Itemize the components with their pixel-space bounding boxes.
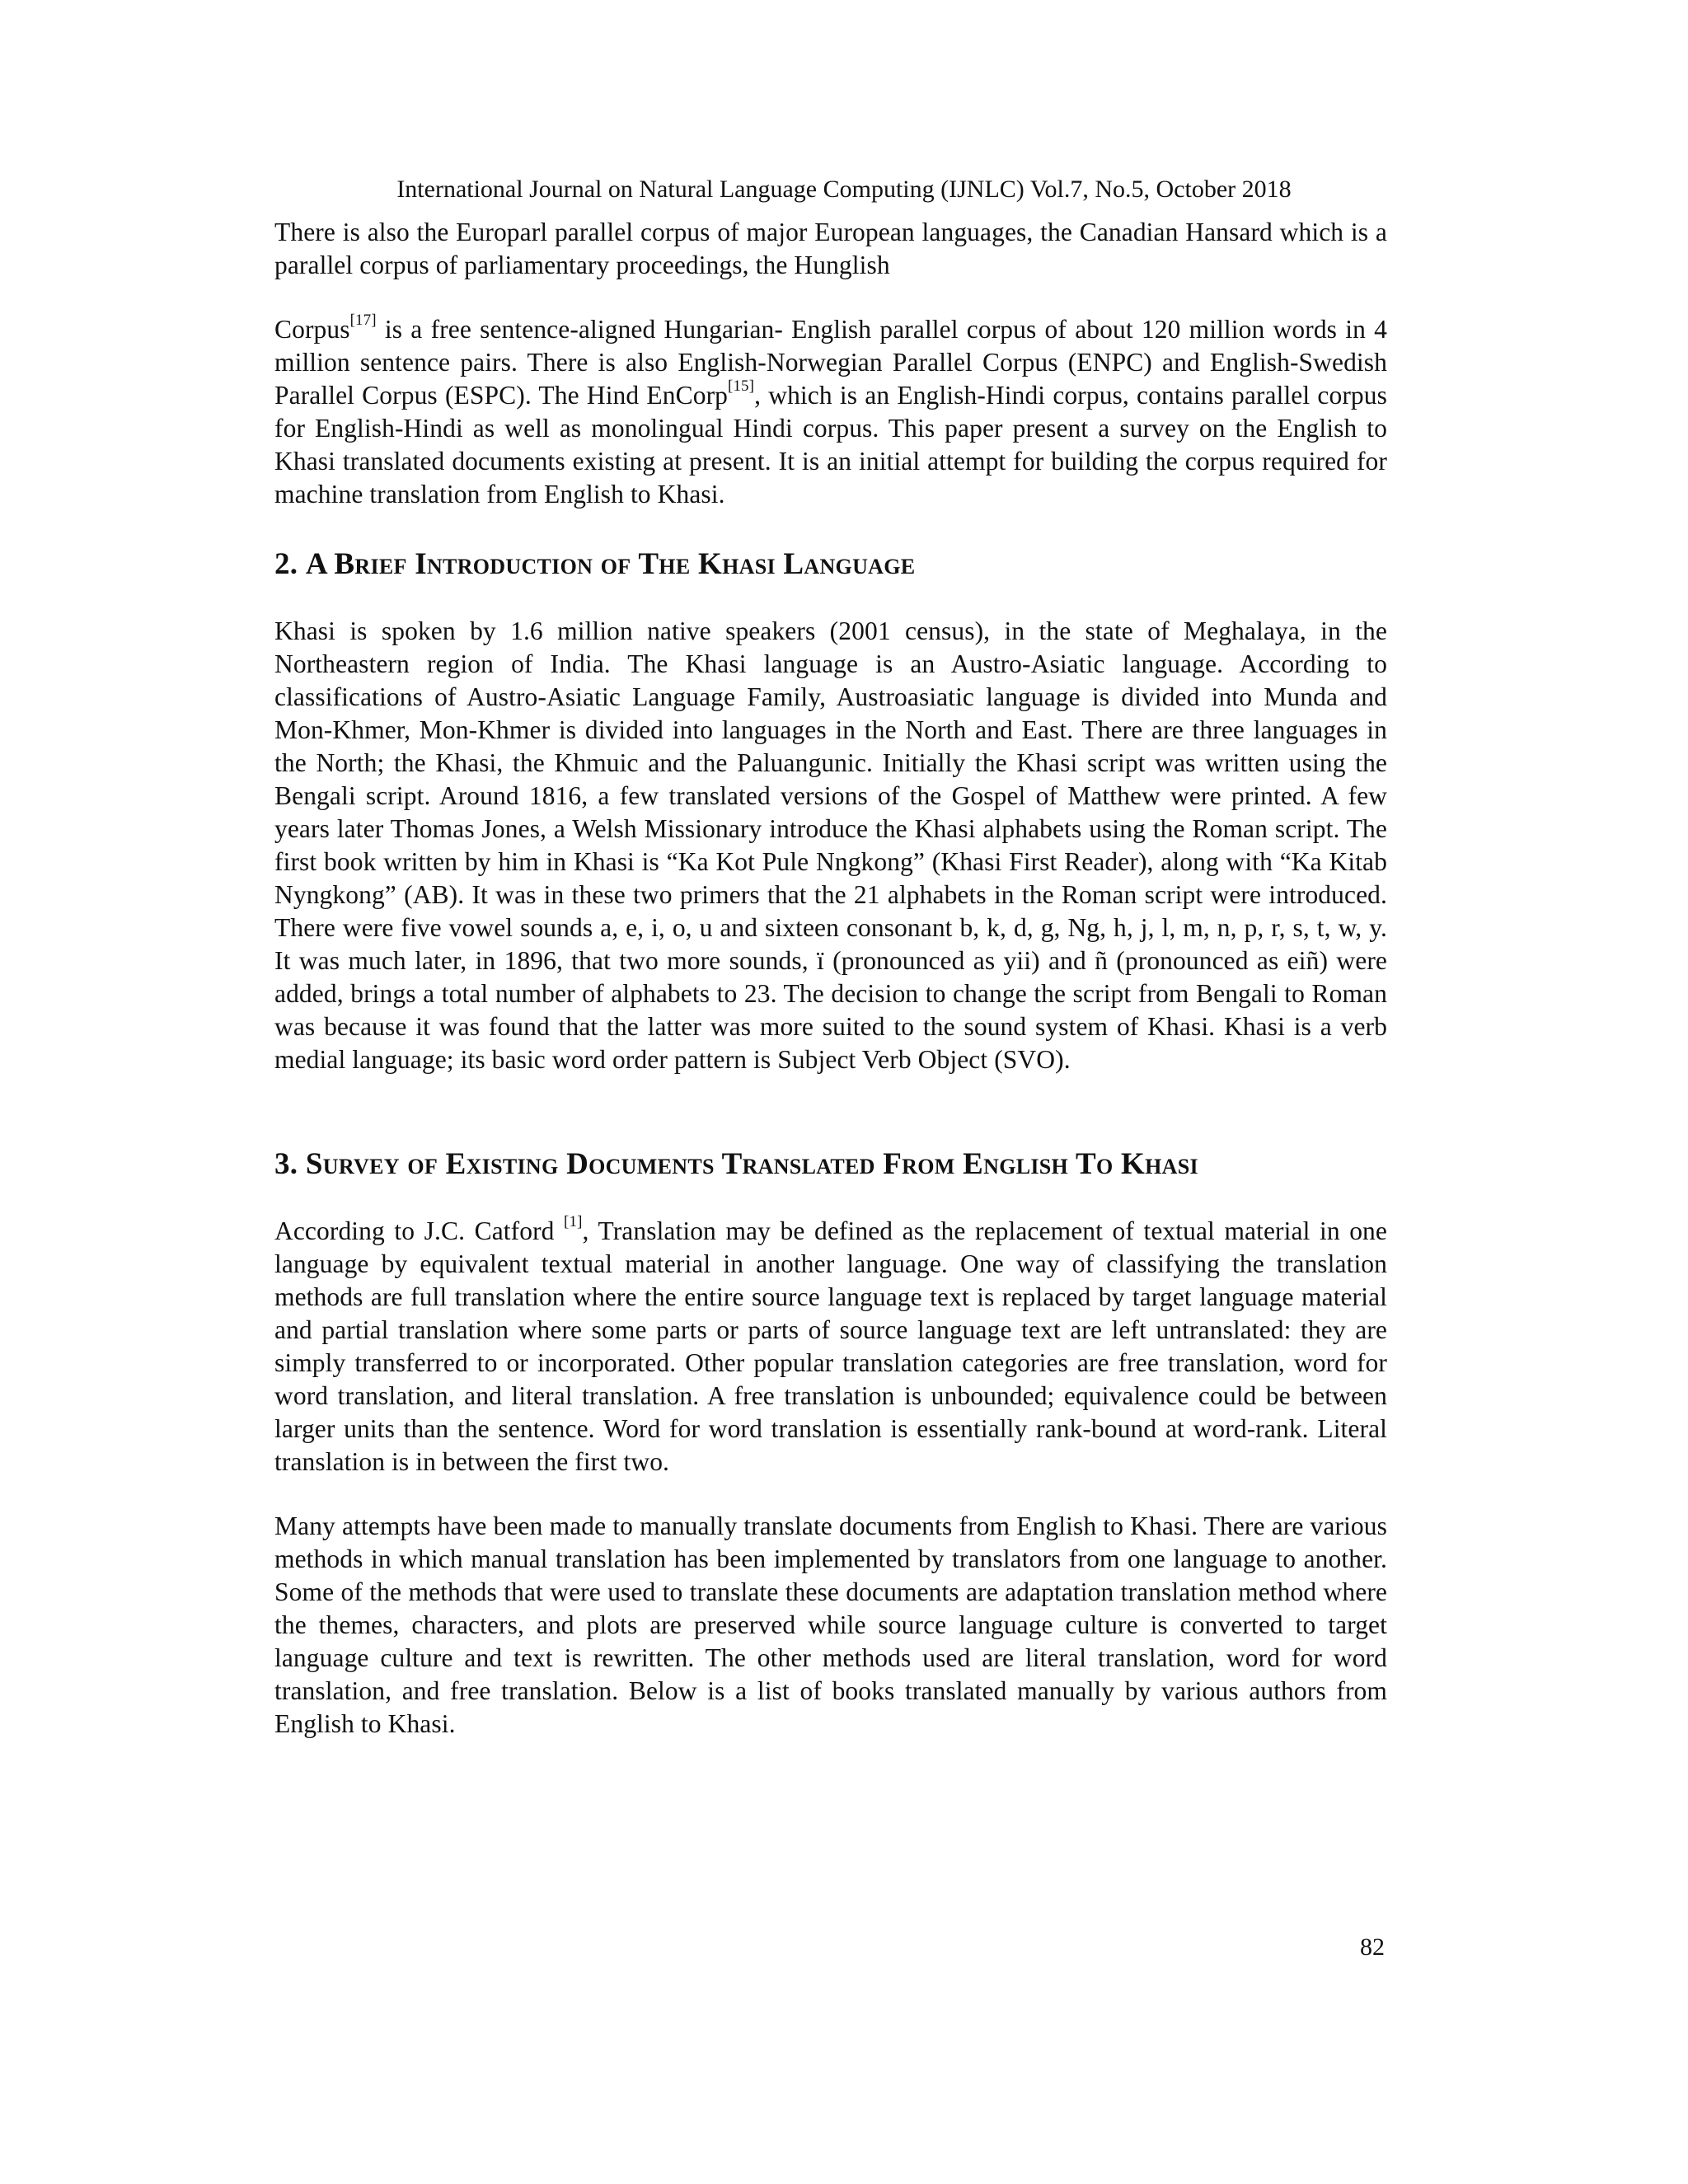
paragraph-corpora-intro: There is also the Europarl parallel corpus of major European languages, the Canadian Hansard which is a parallel corpus of parliamentary proceedings, the Hunglish (274, 218, 1387, 279)
page-number: 82 (1360, 1933, 1385, 1961)
section-number: 2. (274, 547, 306, 581)
text-run: According to J.C. Catford (274, 1216, 565, 1245)
paragraph-khasi-language: Khasi is spoken by 1.6 million native speakers (2001 census), in the state of Meghalaya, in the Northeastern region of India. The Khasi language is an Austro-Asiatic language. According to classifications of Austro-Asiatic Language Family, Austroasiatic language is divided into Munda and Mon-Khmer, Mon-Khmer is divided into languages in the North and East. There are three languages in the North; the Khasi, the Khmuic and the Paluangunic. Initially the Khasi script was written using the Bengali script. Around 1816, a few translated versions of the Gospel of Matthew were printed. A few years later Thomas Jones, a Welsh Missionary introduce the Khasi alphabets using the Roman script. The first book written by him in Khasi is “Ka Kot Pule Nngkong” (Khasi First Reader), along with “Ka Kitab Nyngkong” (AB). It was in these two primers that the 21 alphabets in the Roman script were introduced. There were five vowel sounds a, e, i, o, u and sixteen consonant b, k, d, g, Ng, h, j, l, m, n, p, r, s, t, w, y. It was much later, in 1896, that two more sounds, ï (pronounced as yii) and ñ (pronounced as eiñ) were added, brings a total number of alphabets to 23. The decision to change the script from Bengali to Roman was because it was found that the latter was more suited to the sound system of Khasi. Khasi is a verb medial language; its basic word order pattern is Subject Verb Object (SVO). (274, 616, 1387, 1074)
paragraph-translation-definition (274, 1212, 1387, 1479)
running-header: International Journal on Natural Language Computing (IJNLC) Vol.7, No.5, October 2018 (396, 176, 1292, 203)
section-number: 3. (274, 1147, 306, 1181)
paragraph-manual-translation: Many attempts have been made to manually translate documents from English to Khasi. There are various methods in which manual translation has been implemented by translators from one language to another. Some of the methods that were used to translate these documents are adaptation translation method where the themes, characters, and plots are preserved while source language culture is converted to target language culture and text is rewritten. The other methods used are literal translation, word for word translation, and free translation. Below is a list of books translated manually by various authors from English to Khasi. (274, 1511, 1387, 1738)
text-run: , which is an English-Hindi corpus, contains parallel corpus for English-Hindi as well as monolingual Hindi corpus. This paper present a survey on the English to Khasi translated documents existing at present. It is an initial attempt for building the corpus required for machine translation from English to Khasi. (274, 381, 1387, 509)
page-content (274, 216, 1387, 1741)
text-run: is a free sentence-aligned Hungarian- English parallel corpus of about 120 million words in 4 million sentence pairs. There is also English-Norwegian Parallel Corpus (ENPC) and English-Swedish Parallel Corpus (ESPC). The Hind EnCorp (274, 315, 1387, 410)
text-run: , Translation may be defined as the replacement of textual material in one language by equivalent textual material in another language. One way of classifying the translation methods are full translation where the entire source language text is replaced by target language material and partial translation where some parts or parts of source language text are left untranslated: they are simply transferred to or incorporated. Other popular translation categories are free translation, word for word translation, and literal translation. A free translation is unbounded; equivalence could be between larger units than the sentence. Word for word translation is essentially rank-bound at word-rank. Literal translation is in between the first two. (274, 1216, 1387, 1476)
citation-15: [15] (728, 377, 755, 395)
citation-17: [17] (349, 311, 377, 329)
section-heading-3 (274, 1146, 1387, 1183)
paragraph-hunglish-corpus (274, 313, 1387, 511)
citation-1: [1] (564, 1212, 583, 1230)
text-run: Corpus (274, 315, 350, 344)
section-title: Survey of Existing Documents Translated From English To Khasi (305, 1147, 1198, 1181)
section-heading-2 (274, 546, 1387, 583)
section-title: A Brief Introduction of The Khasi Language (305, 547, 916, 581)
